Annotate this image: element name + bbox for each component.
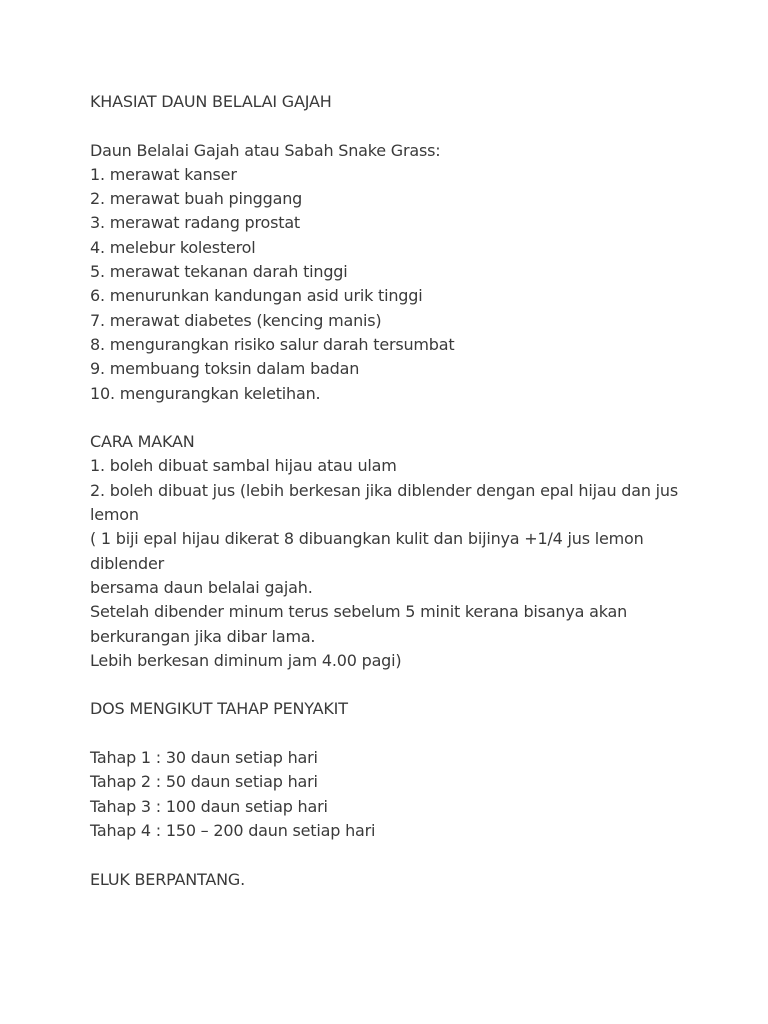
closing-note: ELUK BERPANTANG. — [90, 869, 245, 889]
benefit-item: 9. membuang toksin dalam badan — [90, 359, 360, 379]
cara-makan-line: lemon — [90, 505, 139, 525]
cara-makan-line: bersama daun belalai gajah. — [90, 577, 313, 597]
cara-makan-line: 2. boleh dibuat jus (lebih berkesan jika diblender dengan epal hijau dan jus — [90, 480, 678, 500]
benefit-item: 3. merawat radang prostat — [90, 213, 301, 233]
spacer — [90, 722, 690, 746]
cara-makan-line: Setelah dibender minum terus sebelum 5 minit kerana bisanya akan — [90, 602, 628, 622]
benefit-item: 6. menurunkan kandungan asid urik tinggi — [90, 286, 423, 306]
cara-makan-line: diblender — [90, 553, 164, 573]
cara-makan-line: berkurangan jika dibar lama. — [90, 626, 316, 646]
cara-makan-line: Lebih berkesan diminum jam 4.00 pagi) — [90, 650, 402, 670]
cara-makan-line: 1. boleh dibuat sambal hijau atau ulam — [90, 456, 397, 476]
benefit-item: 4. melebur kolesterol — [90, 237, 256, 257]
document-title: KHASIAT DAUN BELALAI GAJAH — [90, 92, 332, 111]
benefits-intro: Daun Belalai Gajah atau Sabah Snake Grass: — [90, 140, 441, 160]
benefit-item: 8. mengurangkan risiko salur darah tersumbat — [90, 334, 455, 354]
spacer — [90, 114, 690, 138]
cara-makan-heading: CARA MAKAN — [90, 432, 195, 452]
spacer — [90, 673, 690, 697]
dos-item: Tahap 2 : 50 daun setiap hari — [90, 772, 318, 792]
document-page — [90, 90, 690, 892]
dos-item: Tahap 3 : 100 daun setiap hari — [90, 796, 328, 816]
cara-makan-line: ( 1 biji epal hijau dikerat 8 dibuangkan kulit dan bijinya +1/4 jus lemon — [90, 529, 644, 549]
dos-item: Tahap 1 : 30 daun setiap hari — [90, 748, 318, 768]
dos-item: Tahap 4 : 150 – 200 daun setiap hari — [90, 820, 376, 840]
benefit-item: 10. mengurangkan keletihan. — [90, 383, 321, 403]
spacer — [90, 406, 690, 430]
dos-heading: DOS MENGIKUT TAHAP PENYAKIT — [90, 699, 348, 719]
spacer — [90, 843, 690, 867]
benefit-item: 5. merawat tekanan darah tinggi — [90, 262, 348, 282]
benefit-item: 2. merawat buah pinggang — [90, 189, 303, 209]
benefit-item: 1. merawat kanser — [90, 164, 237, 184]
benefit-item: 7. merawat diabetes (kencing manis) — [90, 310, 382, 330]
